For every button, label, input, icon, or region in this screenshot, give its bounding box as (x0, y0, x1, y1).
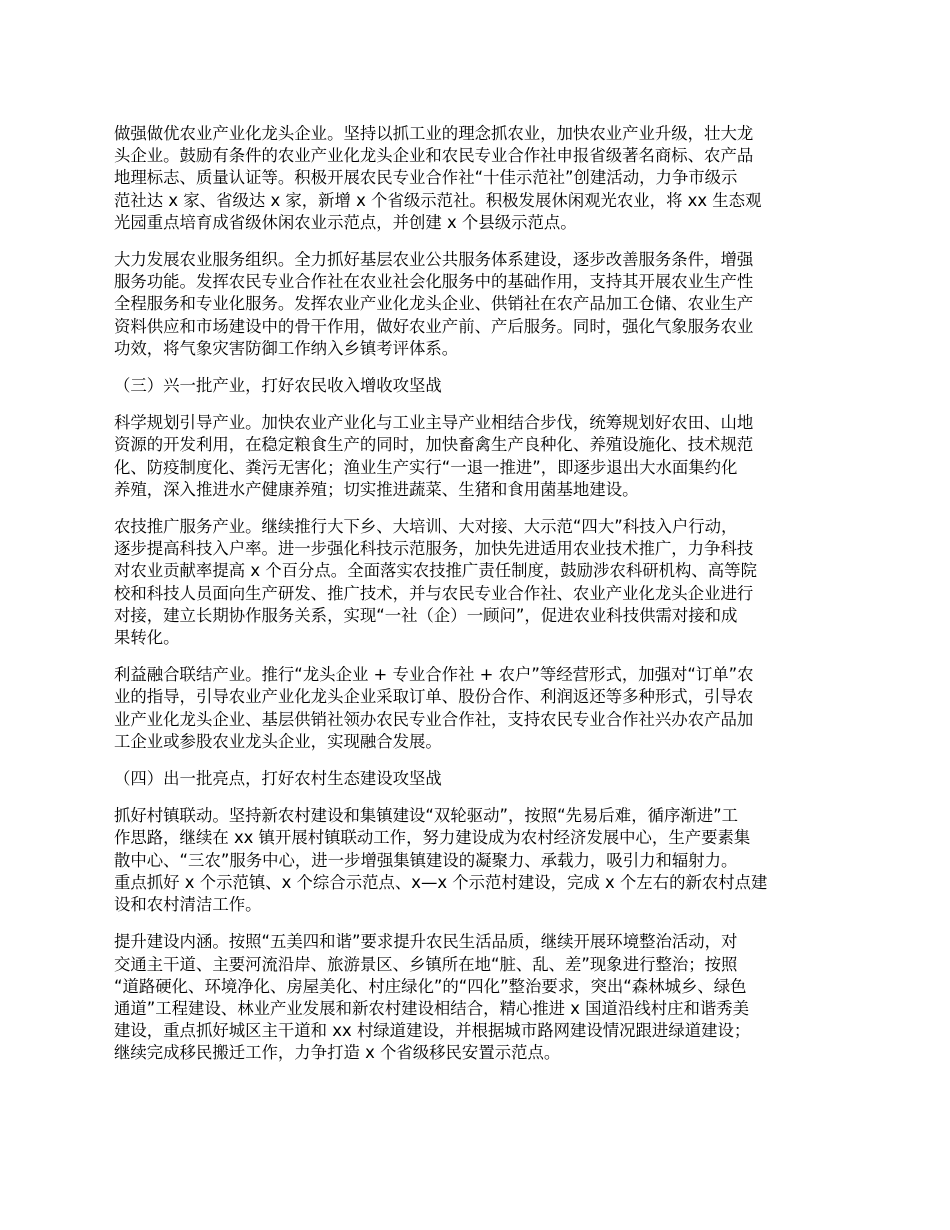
paragraph-construction-connotation: 提升建设内涵。按照“五美四和谐”要求提升农民生活品质，继续开展环境整治活动，对 交通主干道、主要河流沿岸、旅游景区、乡镇所在地“脏、乱、差”现象进行整治；按照 “道路硬化、环境净化、房屋美化、村庄绿化”的“四化”整治要求，突出“森林城乡、绿色 通道”工程建设、林业产业发展和新农村建设相结合，精心推进 x 国道沿线村庄和谐秀美 建设，重点抓好城区主干道和 xx 村绿道建设，并根据城市路网建设情况跟进绿道建设； 继续完成移民搬迁工作，力争打造 x 个省级移民安置示范点。 (114, 932, 751, 1063)
paragraph-service-organizations: 大力发展农业服务组织。全力抓好基层农业公共服务体系建设，逐步改善服务条件，增强 服务功能。发挥农民专业合作社在农业社会化服务中的基础作用，支持其开展农业生产性 全程服务和专业化服务。发挥农业产业化龙头企业、供销社在农产品加工仓储、农业生产 资料供应和市场建设中的骨干作用，做好农业产前、产后服务。同时，强化气象服务农业 功效，将气象灾害防御工作纳入乡镇考评体系。 (114, 250, 754, 358)
section-heading-4: （四）出一批亮点，打好农村生态建设攻坚战 (114, 769, 442, 789)
paragraph-interest-integration: 利益融合联结产业。推行“龙头企业 + 专业合作社 + 农户”等经营形式，加强对“订单”农 业的指导，引导农业产业化龙头企业采取订单、股份合作、利润返还等多种形式，引导农 业产业化龙头企业、基层供销社领办农民专业合作社，支持农民专业合作社兴办农产品加 工企业或参股农业龙头企业，实现融合发展。 (114, 665, 754, 751)
paragraph-scientific-planning: 科学规划引导产业。加快农业产业化与工业主导产业相结合步伐，统筹规划好农田、山地 资源的开发利用，在稳定粮食生产的同时，加快畜禽生产良种化、养殖设施化、技术规范 化、防疫制度化、粪污无害化；渔业生产实行“一退一推进”，即逐步退出大水面集约化 养殖，深入推进水产健康养殖；切实推进蔬菜、生猪和食用菌基地建设。 (114, 413, 754, 499)
paragraph-village-town-linkage: 抓好村镇联动。坚持新农村建设和集镇建设“双轮驱动”，按照“先易后难，循序渐进”工 作思路，继续在 xx 镇开展村镇联动工作，努力建设成为农村经济发展中心，生产要素集 散中心、“三农”服务中心，进一步增强集镇建设的凝聚力、承载力，吸引力和辐射力。 重点抓好 x 个示范镇、x 个综合示范点、x—x 个示范村建设，完成 x 个左右的新农村点建 设和农村清洁工作。 (114, 806, 768, 915)
paragraph-leading-enterprises: 做强做优农业产业化龙头企业。坚持以抓工业的理念抓农业，加快农业产业升级，壮大龙 头企业。鼓励有条件的农业产业化龙头企业和农民专业合作社申报省级著名商标、农产品 地理标志、质量认证等。积极开展农民专业合作社“十佳示范社”创建活动，力争市级示 范社达 x 家、省级达 x 家，新增 x 个省级示范社。积极发展休闲观光农业，将 xx 生态观 光园重点培育成省级休闲农业示范点，并创建 x 个县级示范点。 (114, 124, 762, 232)
section-heading-3: （三）兴一批产业，打好农民收入增收攻坚战 (114, 376, 442, 396)
paragraph-agri-tech-promotion: 农技推广服务产业。继续推行大下乡、大培训、大对接、大示范“四大”科技入户行动， 逐步提高科技入户率。进一步强化科技示范服务，加快先进适用农业技术推广，力争科技 对农业贡献率提高 x 个百分点。全面落实农技推广责任制度，鼓励涉农科研机构、高等院 校和科技人员面向生产研发、推广技术，并与农民专业合作社、农业产业化龙头企业进行 对接，建立长期协作服务关系，实现“一社（企）一顾问”，促进农业科技供需对接和成 果转化。 (114, 517, 757, 648)
document-body (114, 123, 842, 1080)
